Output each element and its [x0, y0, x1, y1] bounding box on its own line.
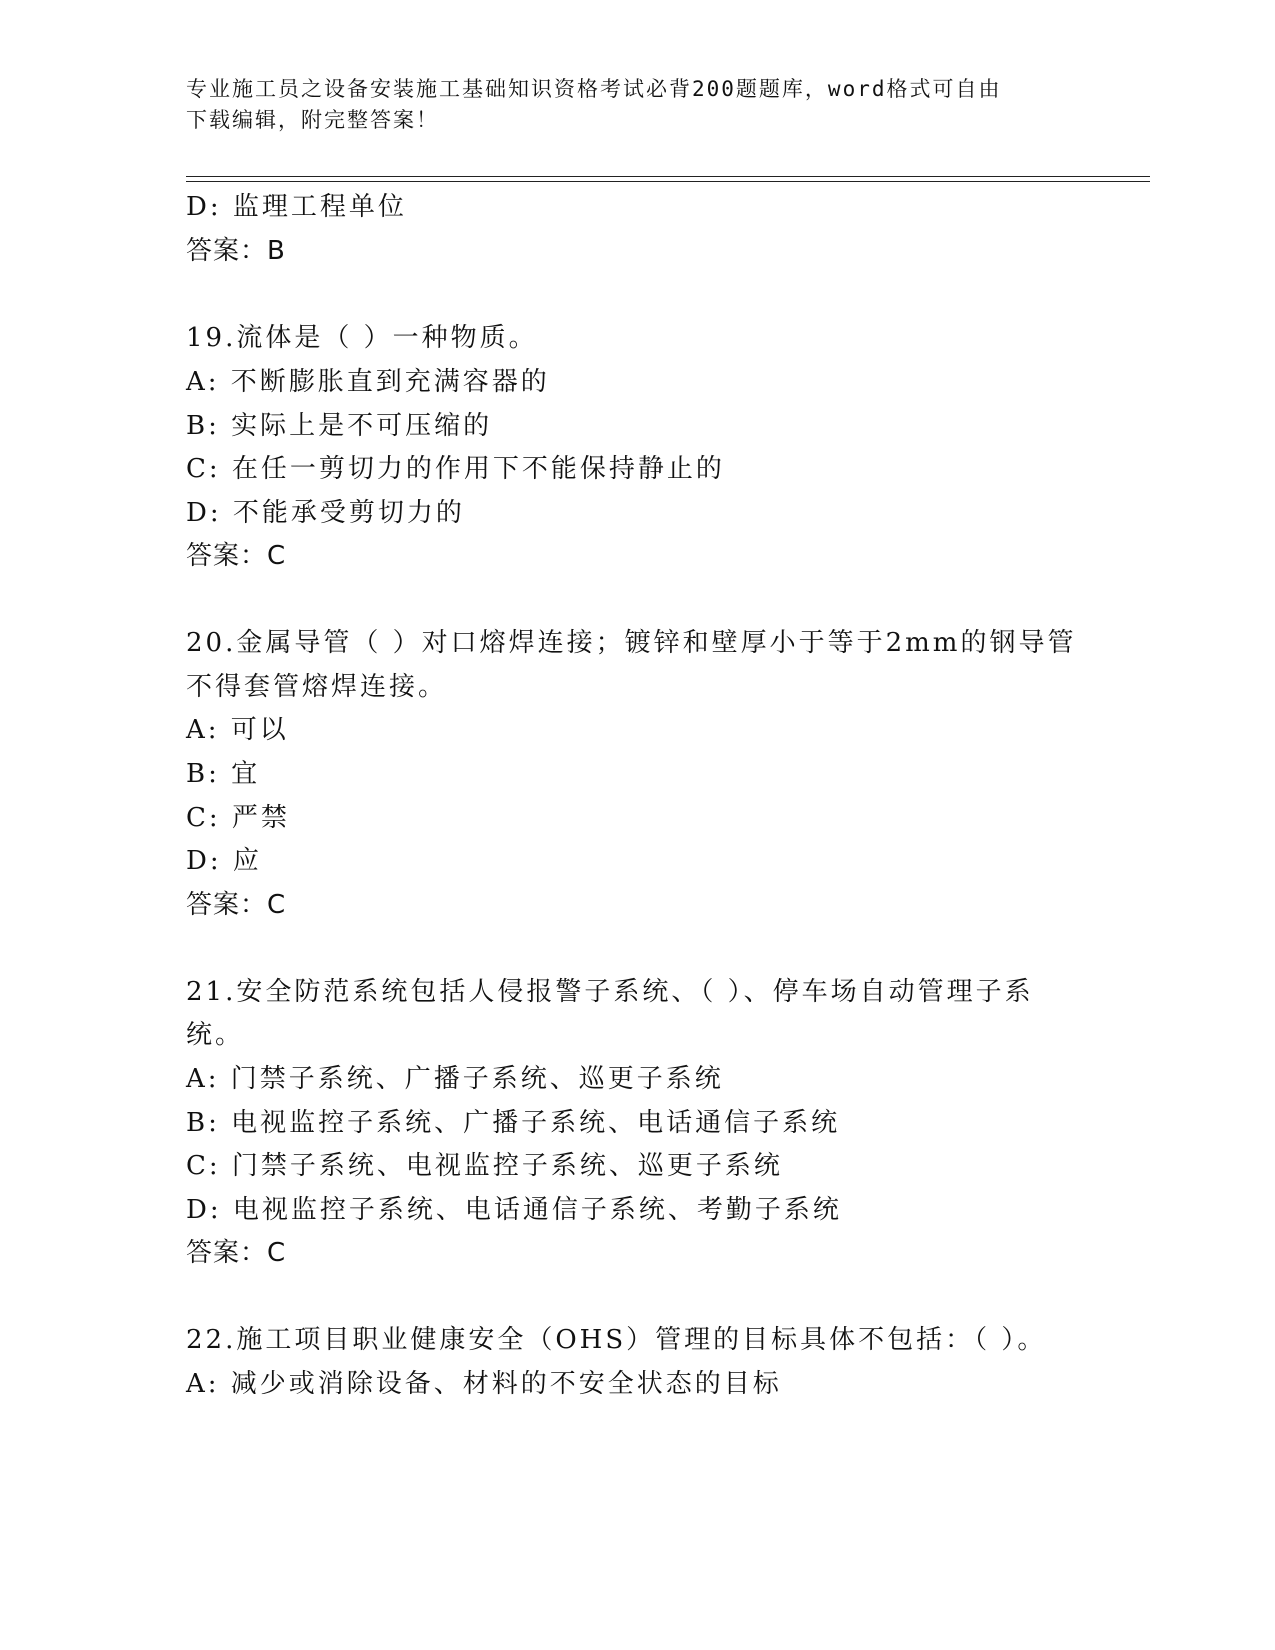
q19-option-a: A: 不断膨胀直到充满容器的	[186, 367, 550, 397]
q21-stem-line-1: 21.安全防范系统包括人侵报警子系统、（ ）、停车场自动管理子系	[186, 977, 1034, 1007]
q20-answer: 答案：C	[186, 890, 287, 920]
q21-option-a: A: 门禁子系统、广播子系统、巡更子系统	[186, 1064, 724, 1094]
q21-option-c: C: 门禁子系统、电视监控子系统、巡更子系统	[186, 1151, 783, 1181]
header-divider	[186, 176, 1150, 182]
q18-answer: 答案：B	[186, 236, 286, 266]
q21-stem-line-2: 统。	[186, 1020, 245, 1050]
q19-option-d: D: 不能承受剪切力的	[186, 498, 465, 528]
header-line-2: 下载编辑，附完整答案！	[186, 108, 439, 132]
q20-option-a: A: 可以	[186, 715, 289, 745]
q20-stem-line-1: 20.金属导管（ ）对口熔焊连接；镀锌和壁厚小于等于2mm的钢导管	[186, 628, 1077, 658]
q21-option-d: D: 电视监控子系统、电话通信子系统、考勤子系统	[186, 1195, 842, 1225]
header-line-1: 专业施工员之设备安装施工基础知识资格考试必背200题题库，word格式可自由	[186, 77, 1002, 101]
q22-option-a: A: 减少或消除设备、材料的不安全状态的目标	[186, 1369, 782, 1399]
q20-option-b: B: 宜	[186, 759, 261, 789]
q20-stem-line-2: 不得套管熔焊连接。	[186, 672, 448, 702]
q19-stem: 19.流体是（ ）一种物质。	[186, 323, 538, 353]
q21-answer: 答案：C	[186, 1238, 287, 1268]
q22-stem: 22.施工项目职业健康安全（OHS）管理的目标具体不包括：（ ）。	[186, 1325, 1047, 1355]
q20-option-d: D: 应	[186, 846, 262, 876]
document-header	[186, 74, 1086, 136]
q19-answer: 答案：C	[186, 541, 287, 571]
q19-option-c: C: 在任一剪切力的作用下不能保持静止的	[186, 454, 725, 484]
q18-option-d: D: 监理工程单位	[186, 192, 407, 222]
q19-option-b: B: 实际上是不可压缩的	[186, 411, 493, 441]
q21-option-b: B: 电视监控子系统、广播子系统、电话通信子系统	[186, 1108, 841, 1138]
q20-option-c: C: 严禁	[186, 803, 290, 833]
